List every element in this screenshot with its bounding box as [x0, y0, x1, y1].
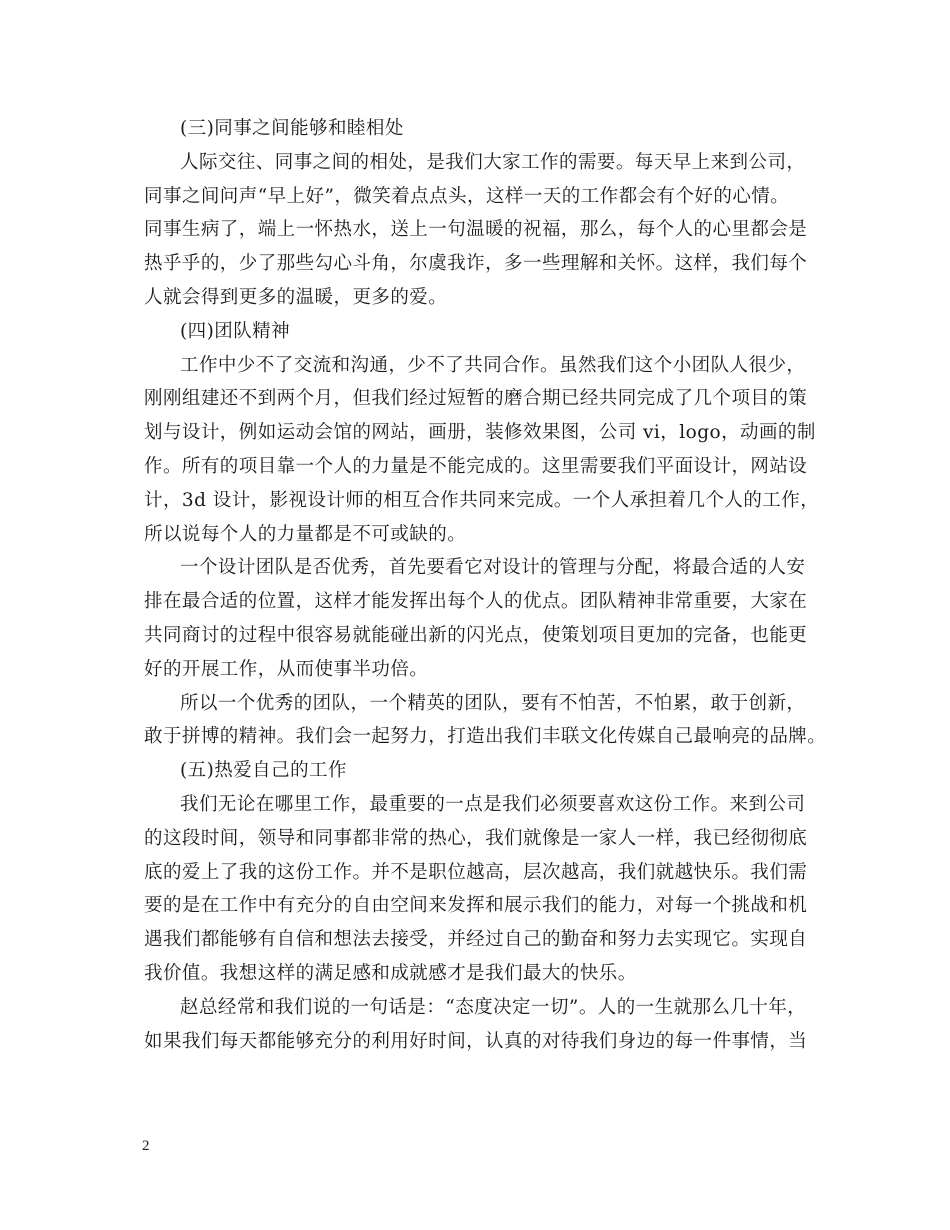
- text-line: 所以一个优秀的团队，一个精英的团队，要有不怕苦，不怕累，敢于创新，: [180, 692, 806, 714]
- text-line: 工作中少不了交流和沟通，少不了共同合作。虽然我们这个小团队人很少，: [180, 354, 806, 376]
- text-line: 赵总经常和我们说的一句话是：“态度决定一切”。人的一生就那么几十年，: [180, 996, 807, 1018]
- text-line: 一个设计团队是否优秀，首先要看它对设计的管理与分配，将最合适的人安: [180, 557, 806, 579]
- text-line: 如果我们每天都能够充分的利用好时间，认真的对待我们身边的每一件事情，当: [144, 1030, 808, 1052]
- text-line: 遇我们都能够有自信和想法去接受，并经过自己的勤奋和努力去实现它。实现自: [144, 929, 808, 951]
- text-line: 所以说每个人的力量都是不可或缺的。: [144, 523, 467, 545]
- text-line: 作。所有的项目靠一个人的力量是不能完成的。这里需要我们平面设计，网站设: [144, 455, 808, 477]
- body-text: [144, 112, 844, 1058]
- text-line: 划与设计，例如运动会馆的网站，画册，装修效果图，公司 vi，logo，动画的制: [144, 422, 816, 444]
- text-line: 计，3d 设计，影视设计师的相互合作共同来完成。一个人承担着几个人的工作，: [144, 489, 820, 511]
- text-line: 人际交往、同事之间的相处，是我们大家工作的需要。每天早上来到公司，: [180, 151, 806, 173]
- text-line: 好的开展工作，从而使事半功倍。: [144, 658, 429, 680]
- text-line: 我价值。我想这样的满足感和成就感才是我们最大的快乐。: [144, 962, 637, 984]
- text-line: 我们无论在哪里工作，最重要的一点是我们必须要喜欢这份工作。来到公司: [180, 793, 806, 815]
- text-line: 刚刚组建还不到两个月，但我们经过短暂的磨合期已经共同完成了几个项目的策: [144, 388, 808, 410]
- text-line: 要的是在工作中有充分的自由空间来发挥和展示我们的能力，对每一个挑战和机: [144, 895, 808, 917]
- text-line: 底的爱上了我的这份工作。并不是职位越高，层次越高，我们就越快乐。我们需: [144, 861, 808, 883]
- page-number: 2: [142, 1138, 150, 1154]
- text-line: 排在最合适的位置，这样才能发挥出每个人的优点。团队精神非常重要，大家在: [144, 591, 808, 613]
- text-line: 热乎乎的，少了那些勾心斗角，尔虞我诈，多一些理解和关怀。这样，我们每个: [144, 253, 808, 275]
- text-line: 敢于拼博的精神。我们会一起努力，打造出我们丰联文化传媒自己最响亮的品牌。: [144, 726, 827, 748]
- section-heading: (四)团队精神: [180, 320, 291, 342]
- text-line: 人就会得到更多的温暖，更多的爱。: [144, 286, 448, 308]
- section-heading: (五)热爱自己的工作: [180, 760, 347, 782]
- text-line: 的这段时间，领导和同事都非常的热心，我们就像是一家人一样，我已经彻彻底: [144, 827, 808, 849]
- text-line: 同事生病了，端上一怀热水，送上一句温暖的祝福，那么，每个人的心里都会是: [144, 219, 808, 241]
- text-line: 共同商讨的过程中很容易就能碰出新的闪光点，使策划项目更加的完备，也能更: [144, 624, 808, 646]
- text-line: 同事之间问声“早上好”，微笑着点点头，这样一天的工作都会有个好的心情。: [144, 185, 790, 207]
- section-heading: (三)同事之间能够和睦相处: [180, 118, 404, 139]
